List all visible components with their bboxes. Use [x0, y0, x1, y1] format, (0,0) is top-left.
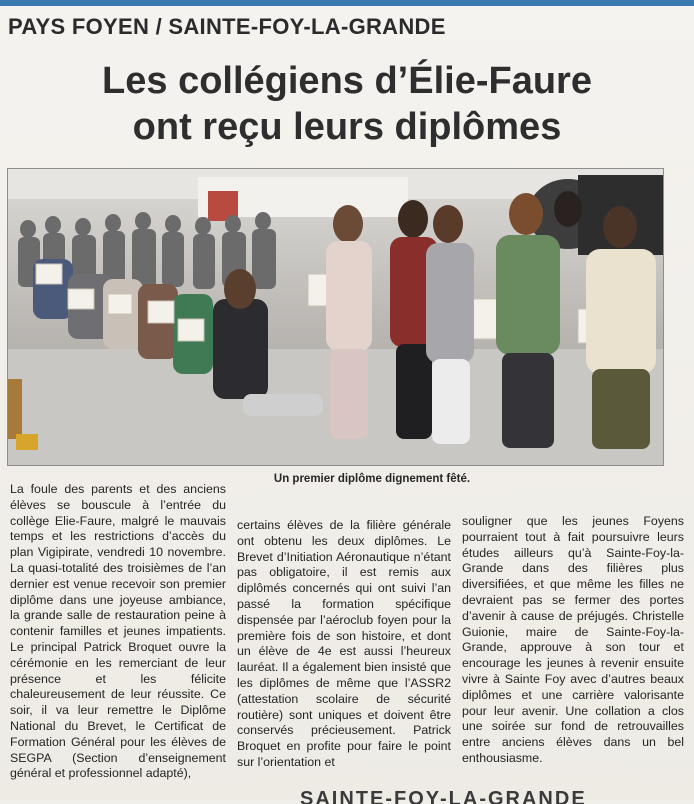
column-2-text: certains élèves de la filière générale ont obtenu les deux diplômes. Le Brevet d’Initiation Aéronautique n’étant pas obligatoire, il est remis aux diplômés concernés qui ont suivi l’an passé la formation spécifique dispensée par l’aéroclub foyen pour la première fois de son histoire, et dont un élève de 4e est aussi l’heureux lauréat. Il a également bien insisté que les diplômes de même que l’ASSR2 (attestation scolaire de sécurité routière) sont uniques et doivent être conservés précieusement. Patrick Broquet en profite pour faire le point sur l’orientation et — [237, 518, 451, 769]
article-column-1 — [10, 482, 226, 782]
headline-line-1: Les collégiens d’Élie-Faure — [102, 60, 592, 102]
article-column-2 — [237, 518, 451, 771]
section-title: PAYS FOYEN / SAINTE-FOY-LA-GRANDE — [8, 14, 446, 39]
headline-line-2: ont reçu leurs diplômes — [132, 106, 562, 148]
section-color-rule — [0, 0, 694, 6]
column-3-text: souligner que les jeunes Foyens pourraient tout à fait poursuivre leurs études ailleurs qu’à Sainte-Foy-la-Grande dans des filières plus diversifiées, et que même les filles ne devraient pas se fermer des portes d’avenir à cause de préjugés. Christelle Guionie, maire de Sainte-Foy-la-Grande, approuve à son tour et encourage les jeunes à revenir ensuite vivre à Sainte Foy avec d’autres beaux diplômes et une carrière valorisante pour leur avenir. Une collation a clos une soirée sur fond de retrouvailles entre anciens élèves dans un bel enthousiasme. — [462, 514, 684, 765]
article-column-3 — [462, 514, 684, 767]
photo-caption: Un premier diplôme dignement fêté. — [273, 473, 471, 485]
column-1-text: La foule des parents et des anciens élèves se bouscule à l’entrée du collège Elie-Faure, malgré le mauvais temps et les restrictions d’accès du plan Vigipirate, vendredi 10 novembre. La quasi-totalité des troisièmes de l’an dernier est venue recevoir son premier diplôme dans une joyeuse ambiance, la grande salle de restauration peine à contenir familles et jeunes impatients. Le principal Patrick Broquet ouvre la cérémonie en les remerciant de leur présence et les félicite chaleureusement de leur réussite. Ce soir, il va leur remettre le Diplôme National du Brevet, le Certificat de Formation Général pour les élèves de SEGPA (Section d’enseignement général et professionnel adapté), — [10, 482, 226, 781]
article-headline — [20, 58, 674, 150]
group-photo-students-with-diplomas — [8, 169, 663, 465]
article-photo — [7, 168, 664, 466]
next-article-heading-fragment: SAINTE-FOY-LA-GRANDE — [300, 788, 587, 804]
